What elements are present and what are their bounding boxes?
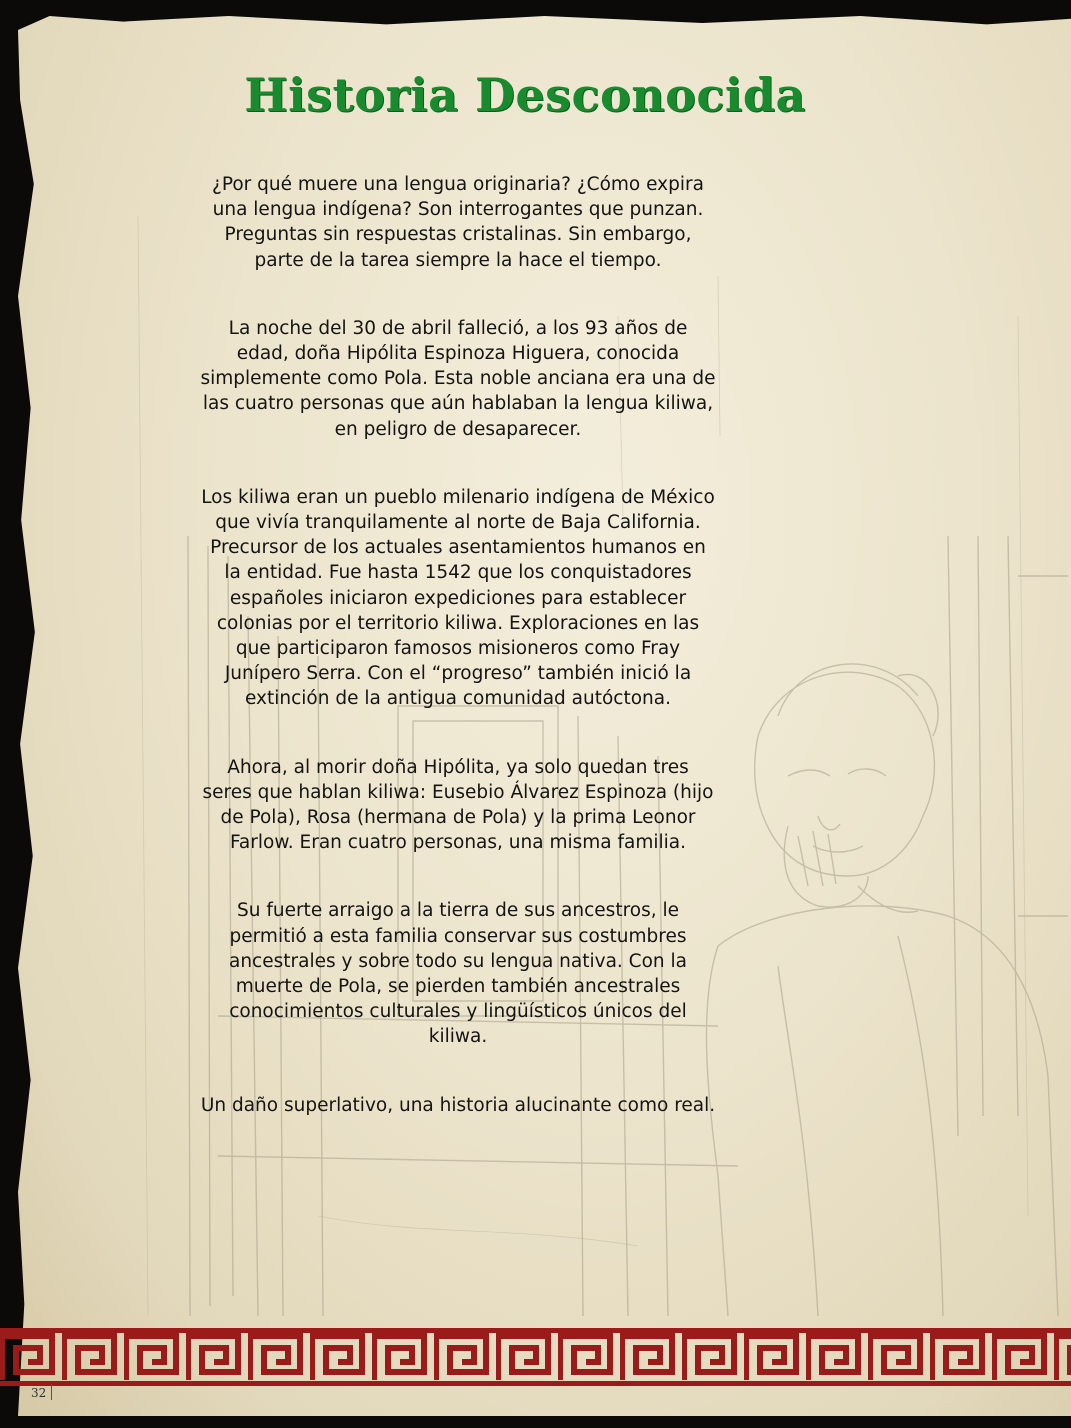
paragraph-4: Ahora, al morir doña Hipólita, ya solo quedan tres seres que hablan kiliwa: Eusebio Álvarez Espinoza (hijo de Pola), Rosa (hermana de Pola) y la prima Leonor Farlow. Eran cuatro personas, una misma familia. (202, 756, 714, 854)
paragraph-5: Su fuerte arraigo a la tierra de sus ancestros, le permitió a esta familia conservar sus costumbres ancestrales y sobre todo su lengua nativa. Con la muerte de Pola, se pierden también ancestrales conocimientos culturales y lingüísticos únicos del kiliwa. (229, 900, 687, 1048)
greek-key-border (0, 1328, 1071, 1386)
paragraph-1: ¿Por qué muere una lengua originaria? ¿Cómo expira una lengua indígena? Son interrogantes que punzan. Preguntas sin respuestas cristalinas. Sin embargo, parte de la tarea siempre la hace el tiempo. (212, 174, 704, 271)
paragraph-6: Un daño superlativo, una historia alucinante como real. (200, 1094, 716, 1116)
page-title: Historia Desconocida (244, 68, 806, 122)
paragraph-3: Los kiliwa eran un pueblo milenario indígena de México que vivía tranquilamente al norte de Baja California. Precursor de los actuales asentamientos humanos en la entidad. Fue hasta 1542 que los conquistadores españoles iniciaron expediciones para establecer colonias por el territorio kiliwa. Exploraciones en las que participaron famosos misioneros como Fray Junípero Serra. Con el “progreso” también inició la extinción de la antigua comunidad autóctona. (201, 486, 715, 710)
article-body (200, 172, 716, 1161)
page-number-divider (51, 1384, 52, 1400)
paragraph-2: La noche del 30 de abril falleció, a los 93 años de edad, doña Hipólita Espinoza Higuera, conocida simplemente como Pola. Esta noble anciana era una de las cuatro personas que aún hablaban la lengua kiliwa, en peligro de desaparecer. (200, 317, 716, 440)
page-number: 32 (31, 1386, 47, 1400)
